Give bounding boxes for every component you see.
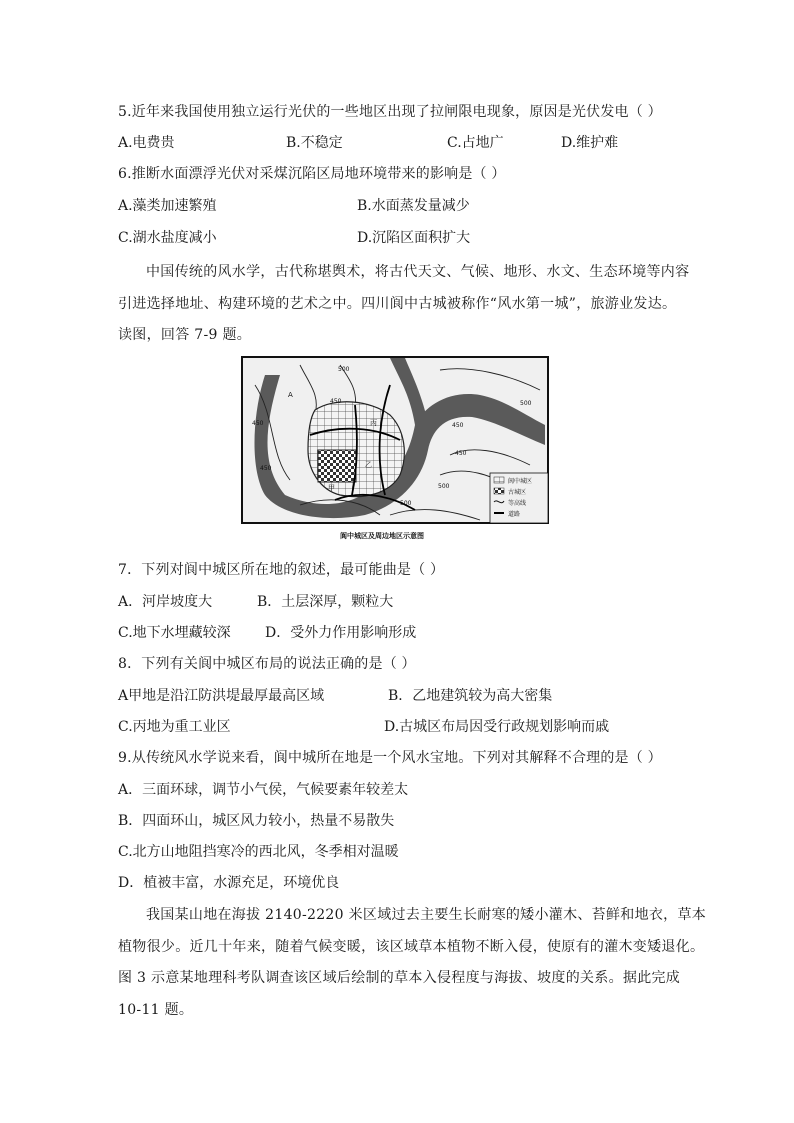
question-5-stem: 5.近年来我国使用独立运行光伏的一些地区出现了拉闸限电现象，原因是光伏发电（ ）	[118, 104, 662, 120]
passage-line: 读图，回答 7-9 题。	[118, 327, 252, 343]
question-9-option-c: C.北方山地阻挡寒冷的西北风，冬季相对温暖	[118, 844, 399, 860]
contour-label: 450	[330, 398, 342, 405]
contour-label: 500	[338, 366, 350, 373]
legend-label: 阆中城区	[508, 478, 533, 485]
place-label-yi: 乙	[365, 461, 372, 469]
legend-swatch-old-city	[494, 488, 504, 494]
contour-label: 450	[452, 422, 464, 429]
contour-label: 500	[520, 400, 532, 407]
place-label-a: A	[288, 391, 293, 399]
old-city-area	[318, 450, 356, 482]
question-6-option-b: B.水面蒸发量减少	[357, 198, 470, 214]
question-6-stem: 6.推断水面漂浮光伏对采煤沉陷区局地环境带来的影响是（ ）	[118, 166, 506, 182]
question-8-option-b: B．乙地建筑较为高大密集	[388, 688, 553, 704]
contour-label: 500	[400, 500, 412, 507]
question-5-option-d: D.维护难	[561, 135, 619, 151]
question-9-option-d: D．植被丰富，水源充足，环境优良	[118, 875, 340, 891]
place-label-jia: 甲	[328, 484, 335, 492]
passage-line: 中国传统的风水学，古代称堪舆术，将古代天文、气候、地形、水文、生态环境等内容	[146, 264, 690, 280]
question-7-option-c: C.地下水埋藏较深	[118, 625, 231, 641]
reading-passage-herb-invasion	[118, 900, 707, 1026]
passage-line: 我国某山地在海拔 2140-2220 米区域过去主要生长耐寒的矮小灌木、苔鲜和地衣，草本	[146, 907, 707, 923]
map-legend	[490, 473, 548, 523]
contour-label: 450	[455, 450, 467, 457]
contour-label: 450	[252, 420, 264, 427]
question-8-option-c: C.丙地为重工业区	[118, 719, 231, 735]
place-label-bing: 丙	[370, 419, 377, 427]
legend-swatch-urban	[494, 477, 504, 483]
question-8-option-d: D.古城区布局因受行政规划影响而戚	[384, 719, 610, 735]
legend-label: 古城区	[508, 489, 527, 496]
contour-label: 450	[260, 465, 272, 472]
reading-passage-langzhong	[118, 257, 690, 352]
question-7-option-d: D．受外力作用影响形成	[265, 625, 417, 641]
question-5-option-b: B.不稳定	[286, 135, 343, 151]
contour-label: 500	[438, 483, 450, 490]
legend-label: 道路	[508, 511, 521, 518]
question-8-option-a: A甲地是沿江防洪堤最厚最高区域	[118, 688, 325, 704]
question-9-stem: 9.从传统风水学说来看，阆中城所在地是一个风水宝地。下列对其解释不合理的是（ ）	[118, 750, 662, 766]
question-8-stem: 8．下列有关阆中城区布局的说法正确的是（ ）	[118, 656, 416, 672]
question-6-option-d: D.沉陷区面积扩大	[357, 230, 471, 246]
question-9-option-b: B．四面环山，城区风力较小，热量不易散失	[118, 813, 395, 829]
question-6-option-c: C.湖水盐度减小	[118, 230, 217, 246]
question-5-option-a: A.电费贵	[118, 135, 175, 151]
langzhong-map	[240, 355, 552, 545]
legend-label: 等高线	[508, 500, 527, 507]
question-7-stem: 7．下列对阆中城区所在地的叙述，最可能曲是（ ）	[118, 562, 445, 578]
question-7-option-b: B．土层深厚，颗粒大	[257, 594, 394, 610]
passage-line: 图 3 示意某地理科考队调查该区域后绘制的草本入侵程度与海拔、坡度的关系。据此完成	[118, 970, 681, 986]
question-6-option-a: A.藻类加速繁殖	[118, 198, 217, 214]
passage-line: 10-11 题。	[118, 1001, 194, 1018]
question-5-option-c: C.占地广	[447, 135, 504, 151]
langzhong-map-figure	[240, 355, 552, 545]
question-9-option-a: A．三面环球，调节小气侯，气候要素年较差太	[118, 782, 409, 798]
figure-caption: 阆中城区及周边地区示意图	[340, 532, 424, 540]
passage-line: 植物很少。近几十年来，随着气候变暖，该区域草本植物不断入侵，使原有的灌木变矮退化。	[118, 938, 705, 955]
question-7-option-a: A．河岸坡度大	[118, 594, 213, 610]
passage-line: 引进选择地址、构建环境的艺术之中。四川阆中古城被称作“风水第一城”，旅游业发达。	[118, 295, 677, 312]
